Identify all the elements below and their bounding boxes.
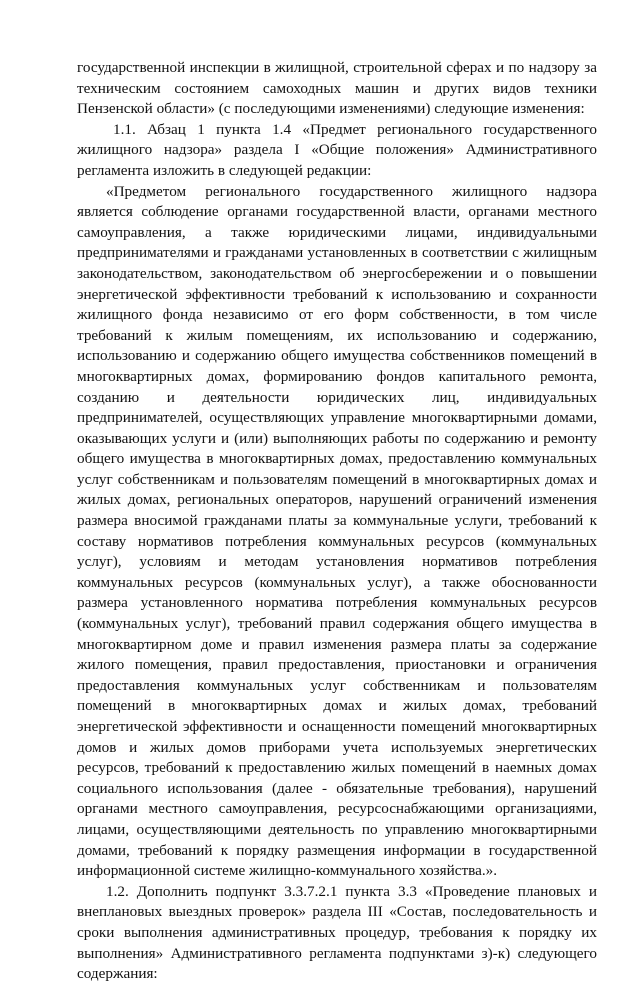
text-line: ресурсов, требований к предоставлению жилых помещений в наемных домах — [77, 759, 597, 777]
text-line: коммунальных ресурсов (коммунальных услуг), а также обоснованности — [77, 573, 597, 591]
text-line: энергетической эффективности и оснащенности помещений многоквартирных — [77, 718, 597, 735]
text-line: домами, требований к порядку размещения информации в государственной — [77, 841, 597, 859]
document-page — [77, 58, 597, 985]
text-line: домов и жилых домов приборами учета используемых энергетических — [77, 738, 597, 756]
text-line: многоквартирном доме и правил изменения размера платы за содержание — [77, 635, 597, 653]
text-line: внеплановых выездных проверок» раздела III «Состав, последовательность и — [77, 903, 597, 921]
text-line: размера установленного норматива потребления коммунальных ресурсов — [77, 594, 597, 612]
text-line: информационной системе жилищно-коммунального хозяйства.». — [77, 862, 498, 880]
text-line: созданию и деятельности юридических лиц, индивидуальных — [77, 388, 597, 406]
text-line: содержания: — [77, 965, 158, 983]
text-line: предпринимателей, осуществляющих управление многоквартирными домами, — [77, 409, 597, 427]
text-line: самоуправления, а также юридическими лицами, индивидуальными — [77, 223, 597, 241]
text-line: лицами, осуществляющими деятельность по управлению многоквартирными — [77, 820, 597, 838]
text-line: помещений в многоквартирных домах и жилых домах, требований — [77, 697, 597, 715]
text-line: «Предметом регионального государственного жилищного надзора — [106, 182, 597, 200]
text-line: составу нормативов потребления коммунальных ресурсов (коммунальных — [77, 532, 597, 550]
text-line: 1.1. Абзац 1 пункта 1.4 «Предмет регионального государственного — [113, 120, 597, 138]
text-line: социального использования (далее - обязательные требования), нарушений — [77, 779, 597, 797]
text-line: общего имущества в многоквартирных домах, предоставлению коммунальных — [77, 450, 597, 468]
text-line: многоквартирных домах, формированию фондов капитального ремонта, — [77, 367, 597, 385]
text-line: энергетической эффективности требований к использованию и сохранности — [77, 285, 597, 303]
text-line: (коммунальных услуг), требований правил содержания общего имущества в — [77, 615, 597, 633]
text-line: размера вносимой гражданами платы за коммунальные услуги, требований к — [77, 512, 597, 530]
text-line: жилых домах, региональных операторов, нарушений ограничений изменения — [77, 491, 597, 509]
text-line: предпринимателями и гражданами установленных в соответствии с жилищным — [77, 244, 597, 262]
text-line: оказывающих услуги и (или) выполняющих работы по содержанию и ремонту — [77, 429, 597, 447]
text-line: предоставления коммунальных услуг собственникам и пользователям — [77, 676, 597, 694]
paragraph-item-1-1 — [77, 120, 597, 182]
text-line: выполнения» Административного регламента подпунктами з)-к) следующего — [77, 944, 597, 962]
text-line: использованию и содержанию общего имущества собственников помещений в — [77, 347, 597, 365]
text-line: органами местного самоуправления, ресурсоснабжающими организациями, — [77, 800, 597, 818]
text-line: требований к жилым помещениям, их использованию и содержанию, — [77, 326, 597, 344]
paragraph-item-1-2 — [77, 882, 597, 985]
text-line: является соблюдение органами государственной власти, органами местного — [77, 203, 597, 221]
text-line: регламента изложить в следующей редакции: — [77, 161, 372, 179]
text-line: жилищного фонда независимо от его форм собственности, в том числе — [77, 306, 597, 324]
text-line: Пензенской области» (с последующими изменениями) следующие изменения: — [77, 100, 585, 118]
text-line: законодательством, законодательством об энергосбережении и о повышении — [77, 264, 597, 282]
text-line: жилого помещения, правил предоставления, приостановки и ограничения — [77, 656, 597, 674]
text-line: услуг), условиям и методам установления нормативов потребления — [77, 553, 597, 571]
text-line: услуг собственникам и пользователям помещений в многоквартирных домах и — [77, 470, 597, 488]
paragraph-intro — [77, 58, 597, 120]
text-line: сроки выполнения административных процедур, требования к порядку их — [77, 923, 597, 941]
text-line: государственной инспекции в жилищной, строительной сферах и по надзору за — [77, 59, 597, 76]
text-line: 1.2. Дополнить подпункт 3.3.7.2.1 пункта 3.3 «Проведение плановых и — [106, 882, 597, 900]
text-line: техническим состоянием самоходных машин и других видов техники — [77, 79, 597, 97]
paragraph-quote — [77, 182, 597, 882]
text-line: жилищного надзора» раздела I «Общие положения» Административного — [77, 141, 597, 159]
